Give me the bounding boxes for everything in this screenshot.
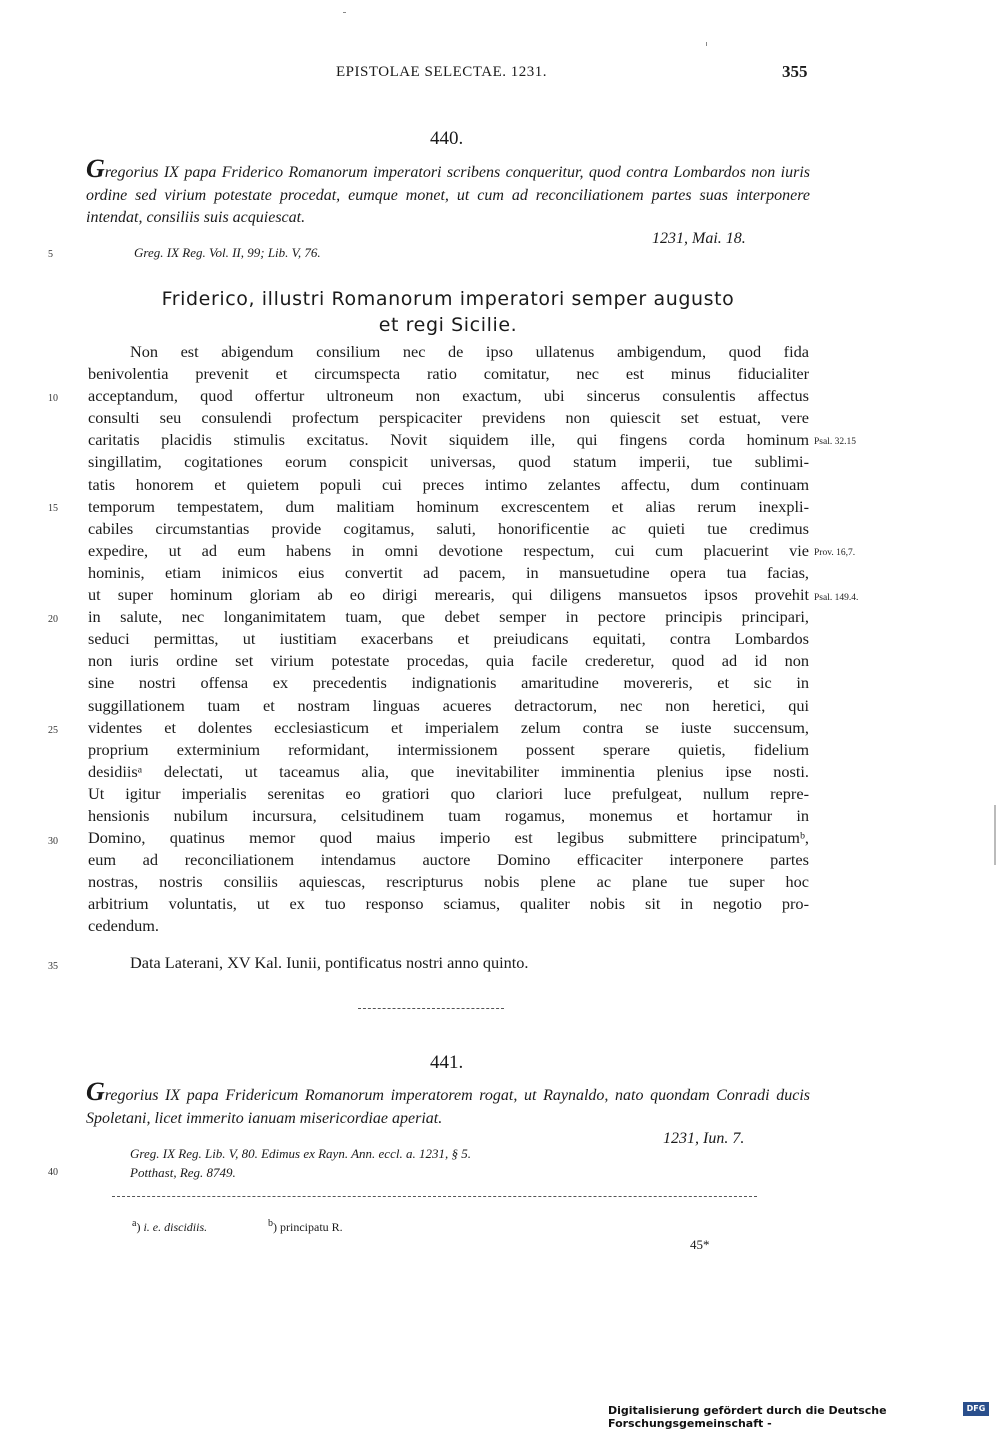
footnote-b: $^b$) principatu R. [268,1218,343,1234]
footnote-text: i. e. discidiis. [143,1220,208,1234]
body-line: in salute, nec longanimitatem tuam, que debet semper in pectore principis principari, [88,607,809,627]
body-line: expedire, ut ad eum habens in omni devotione respectum, cui cum placuerint vie [88,540,809,560]
page-number: 355 [782,62,808,81]
footnote-mark: b [268,1218,273,1229]
body-line: Non est abigendum consilium nec de ipso ullatenus ambigendum, quod fida [130,342,809,361]
letter-address [86,286,810,338]
summary-initial: G [86,154,105,183]
footnote-a: $^a$) i. e. discidiis. [132,1218,208,1234]
margin-line-number: 20 [48,614,58,625]
entry-summary-441 [86,1077,810,1130]
body-line: sine nostri offensa ex precedentis indignationis amaritudine movereris, et sic in [88,673,809,693]
footnote-text: principatu R. [280,1220,343,1234]
scan-speck [706,42,707,46]
margin-reference: Psal. 149.4. [814,593,859,603]
digitization-credit: Digitalisierung gefördert durch die Deutsche Forschungsgemeinschaft - [608,1404,887,1430]
footnote-rule [112,1196,757,1197]
body-line: suggillationem tuam et nostram linguas acueres detractorum, nec non heretici, qui [88,695,809,715]
scan-speck [343,12,346,13]
entry-summary-440 [86,154,810,230]
summary-text: regorius IX papa Fridericum Romanorum imperatorem rogat, ut Raynaldo, nato quondam Conradi ducis Spoletani, licet immerito ianuam misericordiae aperiat. [86,1087,810,1127]
body-line: proprium exterminium reformidant, intermissionem possent sperare quietis, fidelium [88,739,809,759]
letter-closing: Data Laterani, XV Kal. Iunii, pontificatus nostri anno quinto. [130,953,529,972]
entry-date-440: 1231, Mai. 18. [652,230,746,247]
body-line: Domino, quatinus memor quod maius imperio est legibus submittere principatumᵇ, [88,828,809,848]
body-line: eum ad reconciliationem intendamus auctore Domino efficaciter interponere partes [88,850,809,870]
body-line: ut super hominum gloriam ab eo dirigi merearis, qui diligens mansuetos ipsos provehit [88,585,809,605]
body-line: Ut igitur imperialis serenitas eo gratiori quo clariori luce prefulgeat, nullum repre- [88,783,809,803]
margin-reference: Prov. 16,7. [814,548,856,558]
body-line: videntes et dolentes ecclesiasticum et imperialem zelum contra se iuste succensum, [88,717,809,737]
body-line: temporum tempestatem, dum malitiam hominum excrescentem et alias rerum inexpli- [88,496,809,516]
address-line: Friderico, illustri Romanorum imperatori semper augusto [161,288,735,310]
body-line: cabiles circumstantias provide cogitamus, saluti, honorificentie ac quieti tue credimus [88,518,809,538]
body-line: cedendum. [88,916,159,936]
margin-line-number: 10 [48,393,58,404]
entry-date-441: 1231, Iun. 7. [663,1130,745,1147]
body-line: singillatim, cogitationes eorum conspicit universas, quod statum imperii, tue sublimi- [88,452,809,472]
dfg-logo-icon: DFG [963,1402,989,1416]
signature-mark: 45* [690,1237,710,1252]
body-line: desidiisᵃ delectati, ut taceamus alia, que inevitabiliter imminentia plenius ipse nosti. [88,761,809,781]
entry-number-441: 441. [430,1052,464,1073]
body-line: nostras, nostris consiliis aquiescas, rescripturus nobis plene ac plane tue super hoc [88,872,809,892]
body-line: non iuris ordine set virium potestate procedas, quia facile crederetur, quod ad id non [88,651,809,671]
letter-body [88,341,809,938]
body-line: hensionis nubilum incursura, celsitudinem tuam rogamus, monemus et hortamur in [88,805,809,825]
margin-reference: Psal. 32.15 [814,437,856,447]
entry-source-441: Greg. IX Reg. Lib. V, 80. Edimus ex Rayn. Ann. eccl. a. 1231, § 5. [130,1146,471,1161]
margin-line-number: 35 [48,961,58,972]
margin-line-number: 5 [48,249,53,260]
margin-line-number: 40 [48,1167,58,1178]
entry-separator [358,1008,504,1009]
scan-edge-mark [994,805,996,865]
address-line: et regi Sicilie. [378,314,518,336]
body-line: hominis, etiam inimicos eius convertit ad pacem, in mansuetudine opera tua facias, [88,562,809,582]
margin-line-number: 15 [48,503,58,514]
footnote-mark: a [132,1218,137,1229]
body-line: acceptandum, quod offertur ultroneum non exactum, ubi sincerus consulentis affectus [88,386,809,406]
body-line: arbitrium voluntatis, ut ex tuo responso sciamus, qualiter nobis sit in negotio pro- [88,894,809,914]
entry-source-441: Potthast, Reg. 8749. [130,1165,236,1180]
margin-line-number: 25 [48,725,58,736]
running-header-title: EPISTOLAE SELECTAE. 1231. [336,64,548,80]
body-line: seduci permittas, ut iustitiam exacerbans et preiudicans equitati, contra Lombardos [88,629,809,649]
margin-line-number: 30 [48,836,58,847]
entry-number-440: 440. [430,128,464,149]
summary-initial: G [86,1077,105,1106]
body-line: caritatis placidis stimulis excitatus. Novit siquidem ille, qui fingens corda hominum [88,430,809,450]
summary-text: regorius IX papa Friderico Romanorum imperatori scribens conqueritur, quod contra Lombardos non iuris ordine sed virium potestate procedat, eumque monet, ut cum ad reconciliationem partes suas interponere intendat, consiliis suis acquiescat. [86,164,810,226]
body-line: tatis honorem et quietem populi cui preces intimo zelantes affectu, dum continuam [88,474,809,494]
entry-source-440: Greg. IX Reg. Vol. II, 99; Lib. V, 76. [134,245,321,260]
body-line: consulti seu consulendi profectum perspicaciter previdens non quiescit set estuat, vere [88,408,809,428]
body-line: benivolentia prevenit et circumspecta ratio comitatur, nec est minus fiducialiter [88,364,809,384]
